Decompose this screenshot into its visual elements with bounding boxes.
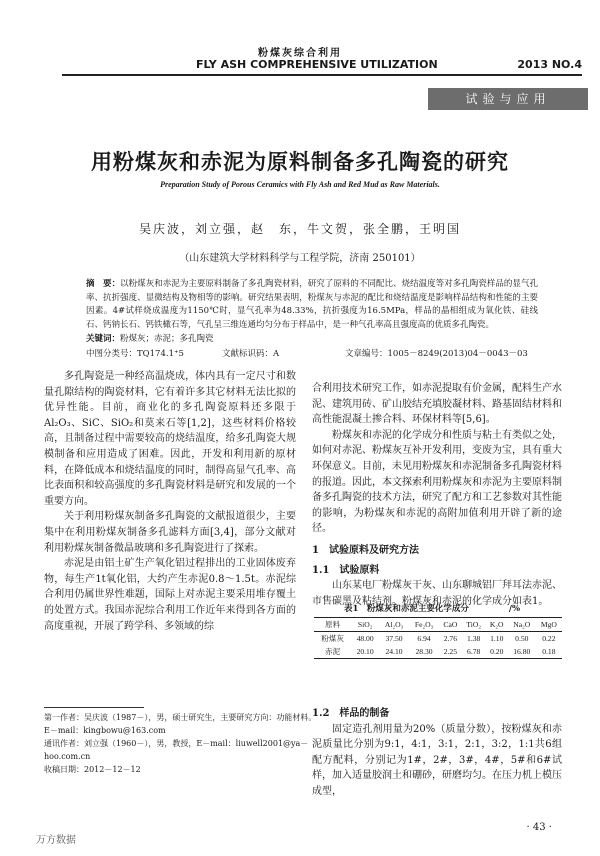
body-paragraph: 固定造孔剂用量为20%（质量分数），按粉煤灰和赤泥质量比分别为9:1，4:1，3:1，2:1，3:2，1:1共6组配方配料，分别记为1#，2#，3#，4#，5#和6#试样，加入适量胶润土和硼砂，研磨均匀。在压力机上模压成型， <box>312 723 562 797</box>
table-cell: 6.78 <box>462 645 486 659</box>
keywords <box>86 332 214 344</box>
paper-title-cn: 用粉煤灰和赤泥为原料制备多孔陶瓷的研究 <box>91 149 509 174</box>
composition-table <box>314 617 562 659</box>
table-header: SiO₂ <box>351 618 379 632</box>
body-paragraph: 关于利用粉煤灰制备多孔陶瓷的文献报道很少，主要集中在利用粉煤灰制备多孔滤料方面[3,4]，部分文献对利用粉煤灰制备微晶玻璃和多孔陶瓷进行了探索。 <box>44 511 296 554</box>
table-header: CaO <box>439 618 462 632</box>
table-cell: 24.10 <box>379 645 409 659</box>
footnote-email: E－mail：kingbowu@163.com <box>44 726 166 735</box>
table-header: Al₂O₃ <box>379 618 409 632</box>
right-column-lower <box>312 706 562 800</box>
section-heading: 1 试验原料及研究方法 <box>312 544 419 556</box>
body-paragraph: 多孔陶瓷是一种经高温烧成，体内具有一定尺寸和数量孔隙结构的陶瓷材料，它有着许多其它材料无法比拟的优异性能。目前，商业化的多孔陶瓷原料还多限于Al₂O₃、SiC、SiO₂和莫来石等[1,2]，这些材料价格较高，且制备过程中需要较高的烧结温度，给多孔陶瓷大规模制备和应用造成了困难。因此，开发和利用新的原材料，在降低成本和烧结温度的同时，制得高显气孔率、高比表面积和较高强度的多孔陶瓷材料是研究和发展的一个重要方向。 <box>44 371 296 507</box>
table-cell: 48.00 <box>356 634 374 643</box>
abstract-text: 以粉煤灰和赤泥为主要原料制备了多孔陶瓷材料，研究了原料的不同配比、烧结温度等对多孔陶瓷样品的显气孔率、抗折强度、显微结构及物相等的影响。研究结果表明，粉煤灰与赤泥的配比和烧结温度是影响样品结构和性能的主要因素。4#试样烧成温度为1150℃时，显气孔率为48.33%，抗折强度为16.5MPa，样品的晶相组成为氧化铁、硅线石、钙钠长石、钙铁橄石等，气孔呈三维连通均匀分布于样品中，是一种气孔率高且强度高的优质多孔陶瓷。 <box>86 279 538 330</box>
article-number: 文章编号：1005－8249(2013)04－0043－03 <box>345 349 528 359</box>
table-header: Fe₂O₃ <box>409 618 439 632</box>
header-rule <box>62 74 582 76</box>
keywords-label: 关键词： <box>86 334 121 344</box>
subsection-heading: 1.2 样品的制备 <box>312 708 390 719</box>
table-header-row <box>314 618 562 632</box>
watermark: 万方数据 <box>36 835 76 846</box>
table-cell: 赤泥 <box>314 645 351 659</box>
left-column <box>44 369 296 634</box>
table-caption <box>344 602 520 614</box>
table-cell: 1.38 <box>467 634 481 643</box>
table-cell: 37.50 <box>385 634 403 643</box>
table-cell: 粉煤灰 <box>321 634 344 643</box>
table-cell: 16.80 <box>508 645 536 659</box>
footnote-corresponding: 通讯作者：刘立强（1960－），男，教授，E－mail：liuwell2001@ya－ <box>44 739 309 748</box>
table-cell: 6.94 <box>417 634 431 643</box>
table-row <box>314 645 562 659</box>
body-paragraph: 山东某电厂粉煤灰干灰、山东聊城铝厂拜耳法赤泥、市售碳黑及粘结剂。粉煤灰和赤泥的化学成分如表1。 <box>312 580 562 607</box>
page-number: · 43 · <box>526 822 552 833</box>
abstract-label: 摘 要： <box>86 279 121 289</box>
table-row <box>314 632 562 646</box>
table-header: 原料 <box>314 618 351 632</box>
body-paragraph: 赤泥是由铝土矿生产氧化铝过程排出的工业固体废弃物，每生产1t氧化铝，大约产生赤泥0.8～1.5t。赤泥综合利用仍属世界性难题，国际上对赤泥主要采用堆存覆土的处置方式。我国赤泥综合利用工作近年来得到各方面的高度重视，开展了跨学科、多领域的综 <box>44 558 296 632</box>
footnotes <box>44 711 317 776</box>
table-cell: 20.10 <box>351 645 379 659</box>
table-header: K₂O <box>486 618 508 632</box>
keywords-text: 粉煤灰；赤泥；多孔陶瓷 <box>120 334 214 344</box>
paper-title-en: Preparation Study of Porous Ceramics with Fly Ash and Red Mud as Raw Materials. <box>160 180 440 189</box>
footnote-rule <box>44 707 144 708</box>
clc-number: 中图分类号：TQ174.1⁺5 <box>86 349 184 359</box>
table-header: Na₂O <box>508 618 536 632</box>
table-cell: 1.10 <box>490 634 504 643</box>
right-column <box>312 381 562 609</box>
footnote-first-author: 第一作者：吴庆波（1987－），男，硕士研究生，主要研究方向：功能材料。 <box>44 713 317 722</box>
footnote-email-cont: hoo.com.cn <box>44 752 91 761</box>
table-cell: 0.18 <box>536 645 562 659</box>
table-cell: 0.20 <box>486 645 508 659</box>
table-cell: 28.30 <box>409 645 439 659</box>
table-cell: 2.76 <box>443 634 458 643</box>
journal-title-cn: 粉煤灰综合利用 <box>258 48 342 59</box>
footnote-received: 收稿日期：2012－12－12 <box>44 765 141 774</box>
table-header: MgO <box>536 618 562 632</box>
issue-number: 2013 NO.4 <box>517 58 582 71</box>
table-cell: 0.50 <box>515 634 529 643</box>
table-cell: 2.25 <box>439 645 462 659</box>
subsection-heading: 1.1 试验原料 <box>312 564 380 576</box>
document-code: 文献标识码：A <box>222 349 280 359</box>
abstract <box>86 278 538 332</box>
affiliation: （山东建筑大学材料科学与工程学院，济南 250101） <box>179 253 421 264</box>
body-paragraph: 合利用技术研究工作，如赤泥提取有价金属，配料生产水泥、建筑用砖、矿山胶结充填胶凝材料、路基固结材料和高性能混凝土掺合料、环保材料等[5,6]。 <box>312 383 562 426</box>
table-header: TiO₂ <box>462 618 486 632</box>
body-paragraph: 粉煤灰和赤泥的化学成分和性质与粘土有类似之处，如何对赤泥、粉煤灰互补开发利用，变废为宝，具有重大环保意义。目前，未见用粉煤灰和赤泥制备多孔陶瓷材料的报道。因此，本文探索利用粉煤灰和赤泥为主要原料制备多孔陶瓷的技术方法，研究了配方和工艺参数对其性能的影响，为粉煤灰和赤泥的高附加值利用开辟了新的途径。 <box>312 429 562 535</box>
table-cell: 0.22 <box>542 634 556 643</box>
journal-title-en: FLY ASH COMPREHENSIVE UTILIZATION <box>196 58 438 71</box>
table-unit: /% <box>508 604 521 614</box>
table-caption-text: 表1 粉煤灰和赤泥主要化学成分 <box>344 604 469 614</box>
authors: 吴庆波，刘立强，赵 东，牛文贺，张全鹏，王明国 <box>138 222 461 236</box>
section-label: 试验与应用 <box>428 88 588 110</box>
